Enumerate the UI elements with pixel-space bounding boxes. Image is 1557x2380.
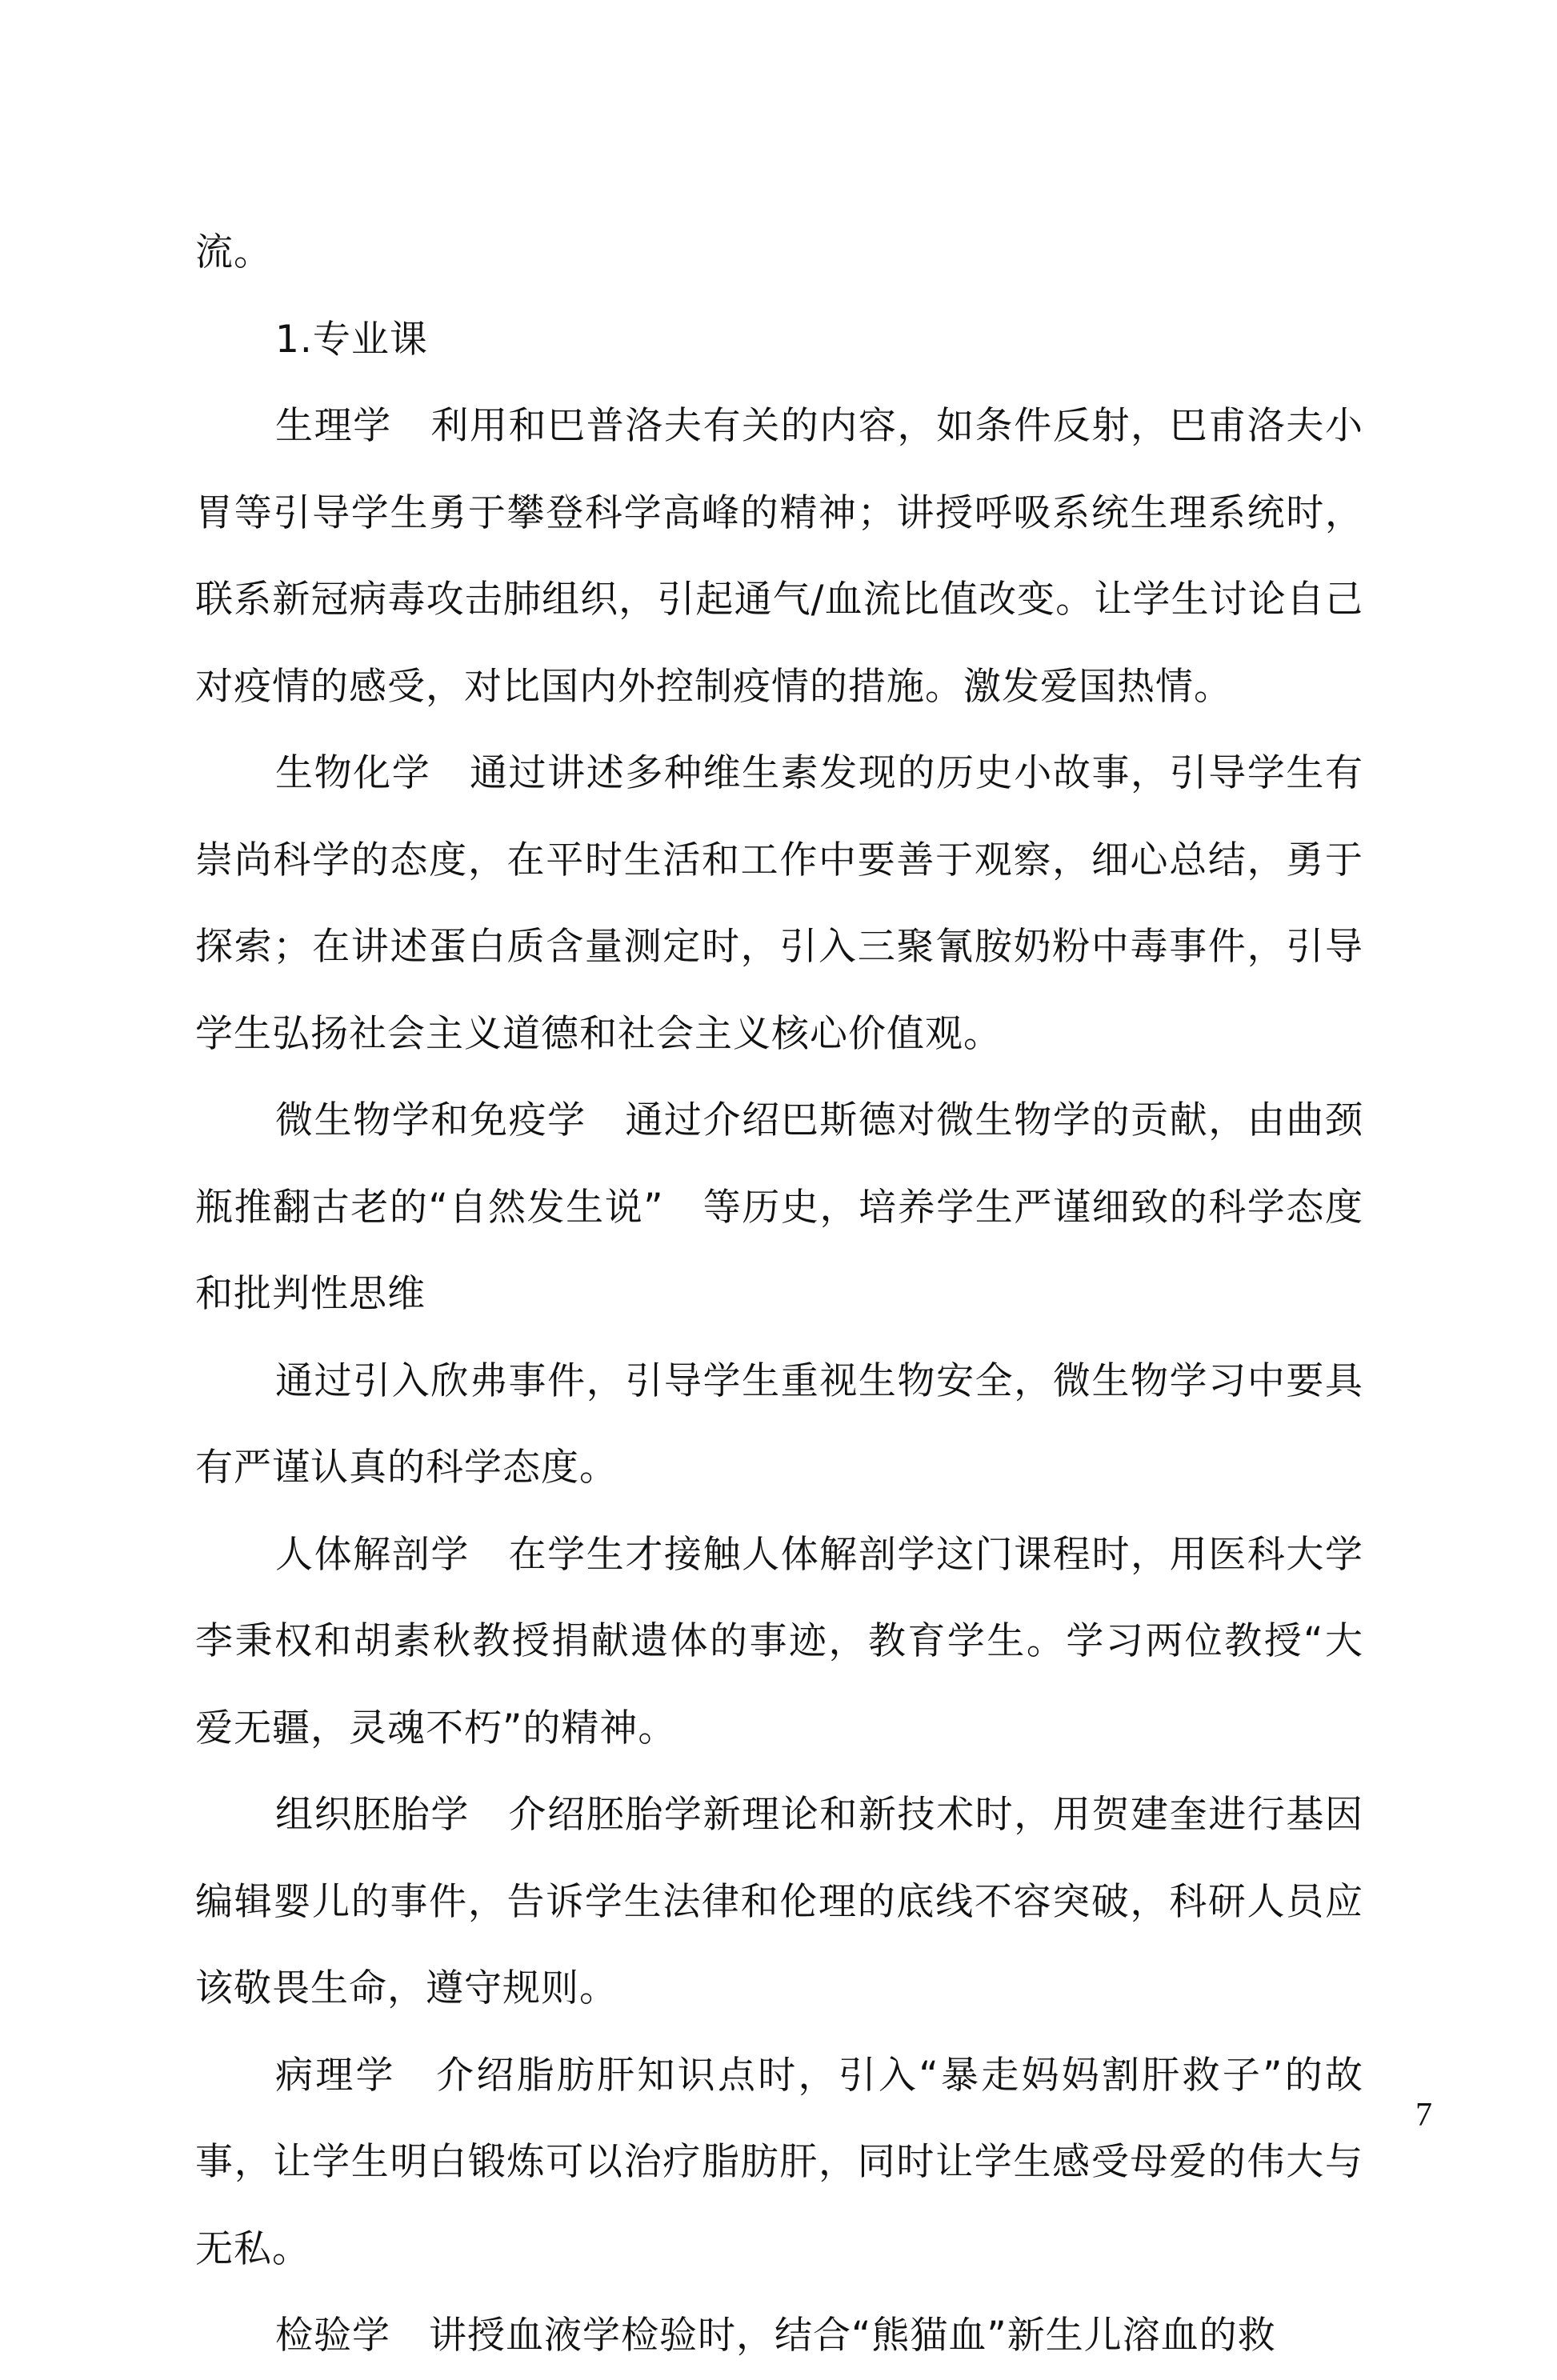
paragraph-biosafety: 通过引入欣弗事件，引导学生重视生物安全，微生物学习中要具有严谨认真的科学态度。 bbox=[195, 1358, 1363, 1490]
section-heading: 1.专业课 bbox=[275, 317, 428, 362]
paragraph-physiology: 生理学 利用和巴普洛夫有关的内容，如条件反射，巴甫洛夫小胃等引导学生勇于攀登科学高峰的精神；讲授呼吸系统生理系统时，联系新冠病毒攻击肺组织，引起通气/血流比值改变。让学生讨论自己对疫情的感受，对比国内外控制疫情的措施。激发爱国热情。 bbox=[195, 404, 1363, 709]
paragraph-pathology: 病理学 介绍脂肪肝知识点时，引入“暴走妈妈割肝救子”的故事，让学生明白锻炼可以治疗脂肪肝，同时让学生感受母爱的伟大与无私。 bbox=[195, 2053, 1363, 2271]
body-text bbox=[195, 210, 1363, 2380]
paragraph-microbiology: 微生物学和免疫学 通过介绍巴斯德对微生物学的贡献，由曲颈瓶推翻古老的“自然发生说” 等历史，培养学生严谨细致的科学态度和批判性思维 bbox=[195, 1098, 1363, 1316]
paragraph-histology: 组织胚胎学 介绍胚胎学新理论和新技术时，用贺建奎进行基因编辑婴儿的事件，告诉学生法律和伦理的底线不容突破，科研人员应该敬畏生命，遵守规则。 bbox=[195, 1793, 1363, 2010]
paragraph-laboratory: 检验学 讲授血液学检验时，结合“熊猫血”新生儿溶血的救 bbox=[275, 2314, 1276, 2358]
paragraph-biochemistry: 生物化学 通过讲述多种维生素发现的历史小故事，引导学生有崇尚科学的态度，在平时生活和工作中要善于观察，细心总结，勇于探索；在讲述蛋白质含量测定时，引入三聚氰胺奶粉中毒事件，引导学生弘扬社会主义道德和社会主义核心价值观。 bbox=[195, 751, 1363, 1056]
page-number: 7 bbox=[1415, 2097, 1432, 2134]
paragraph-continuation: 流。 bbox=[195, 230, 272, 274]
paragraph-anatomy: 人体解剖学 在学生才接触人体解剖学这门课程时，用医科大学李秉权和胡素秋教授捐献遗体的事迹，教育学生。学习两位教授“大爱无疆，灵魂不朽”的精神。 bbox=[195, 1532, 1363, 1750]
